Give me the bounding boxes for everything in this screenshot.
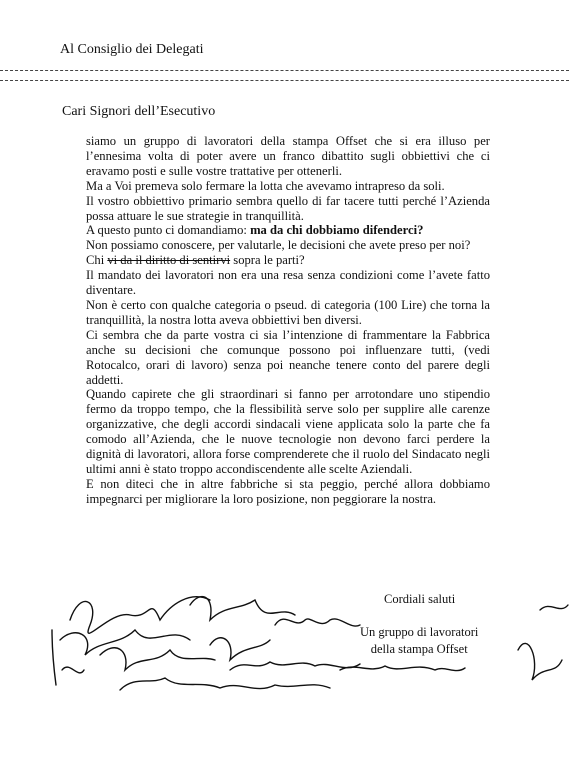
paragraph: Il vostro obbiettivo primario sembra quello di far tacere tutti perché l’Azienda possa attuare le sue strategie in tranquillità. xyxy=(86,193,490,223)
paragraph: Ma a Voi premeva solo fermare la lotta che avevamo intrapreso da soli. xyxy=(86,178,445,193)
paragraph: Ci sembra che da parte vostra ci sia l’intenzione di frammentare la Fabbrica anche su decisioni che comunque possono poi influenzare tutti, (vedi Rotocalco, orari di lavoro) senza poi neanche tenere conto del parere degli addetti. xyxy=(86,327,490,387)
paragraph xyxy=(86,223,490,238)
emphasized-question: ma da chi dobbiamo difenderci? xyxy=(250,223,424,238)
paragraph: Quando capirete che gli straordinari si fanno per arrotondare uno stipendio fermo da troppo tempo, che la flessibilità serve solo per supplire alle carenze organizzative, che degli accordi sindacali viene applicata solo la parte che fa comodo all’Azienda, che le nuove tecnologie non devono farci perdere la dignità di lavoratori, allora forse comprenderete che il ruolo del Sindacato negli ultimi anni è stato troppo accondiscendente alle scelte Aziendali. xyxy=(86,387,490,476)
divider xyxy=(0,70,569,71)
paragraph: E non diteci che in altre fabbriche si sta peggio, perché allora dobbiamo impegnarci per migliorare la loro posizione, non peggiorare la nostra. xyxy=(86,476,490,506)
paragraph xyxy=(86,253,490,268)
closing: Cordiali saluti xyxy=(384,592,456,606)
paragraph: Il mandato dei lavoratori non era una resa senza condizioni come l’avete fatto diventare. xyxy=(86,268,490,298)
paragraph-tail: sopra le parti? xyxy=(230,253,305,268)
handwritten-signatures xyxy=(40,570,569,720)
paragraph: Non possiamo conoscere, per valutarle, le decisioni che avete preso per noi? xyxy=(86,238,471,253)
paragraph-lead: Chi xyxy=(86,253,108,268)
letter-body xyxy=(86,134,490,507)
signature-line: della stampa Offset xyxy=(370,642,468,656)
struck-text: vi da il diritto di sentirvi xyxy=(107,253,231,268)
divider xyxy=(0,80,569,81)
addressee: Al Consiglio dei Delegati xyxy=(60,42,204,57)
paragraph: Non è certo con qualche categoria o pseud. di categoria (100 Lire) che torna la tranquillità, la nostra lotta aveva obbiettivi ben diversi. xyxy=(86,297,490,327)
greeting: Cari Signori dell’Esecutivo xyxy=(62,104,216,119)
paragraph-lead: A questo punto ci domandiamo: xyxy=(86,223,251,238)
paragraph: siamo un gruppo di lavoratori della stampa Offset che si era illuso per l’ennesima volta di poter avere un franco dibattito sugli obbiettivi che ci eravamo posti e sulle vostre trattative per ottenerli. xyxy=(86,134,490,178)
signature-line: Un gruppo di lavoratori xyxy=(360,625,479,639)
